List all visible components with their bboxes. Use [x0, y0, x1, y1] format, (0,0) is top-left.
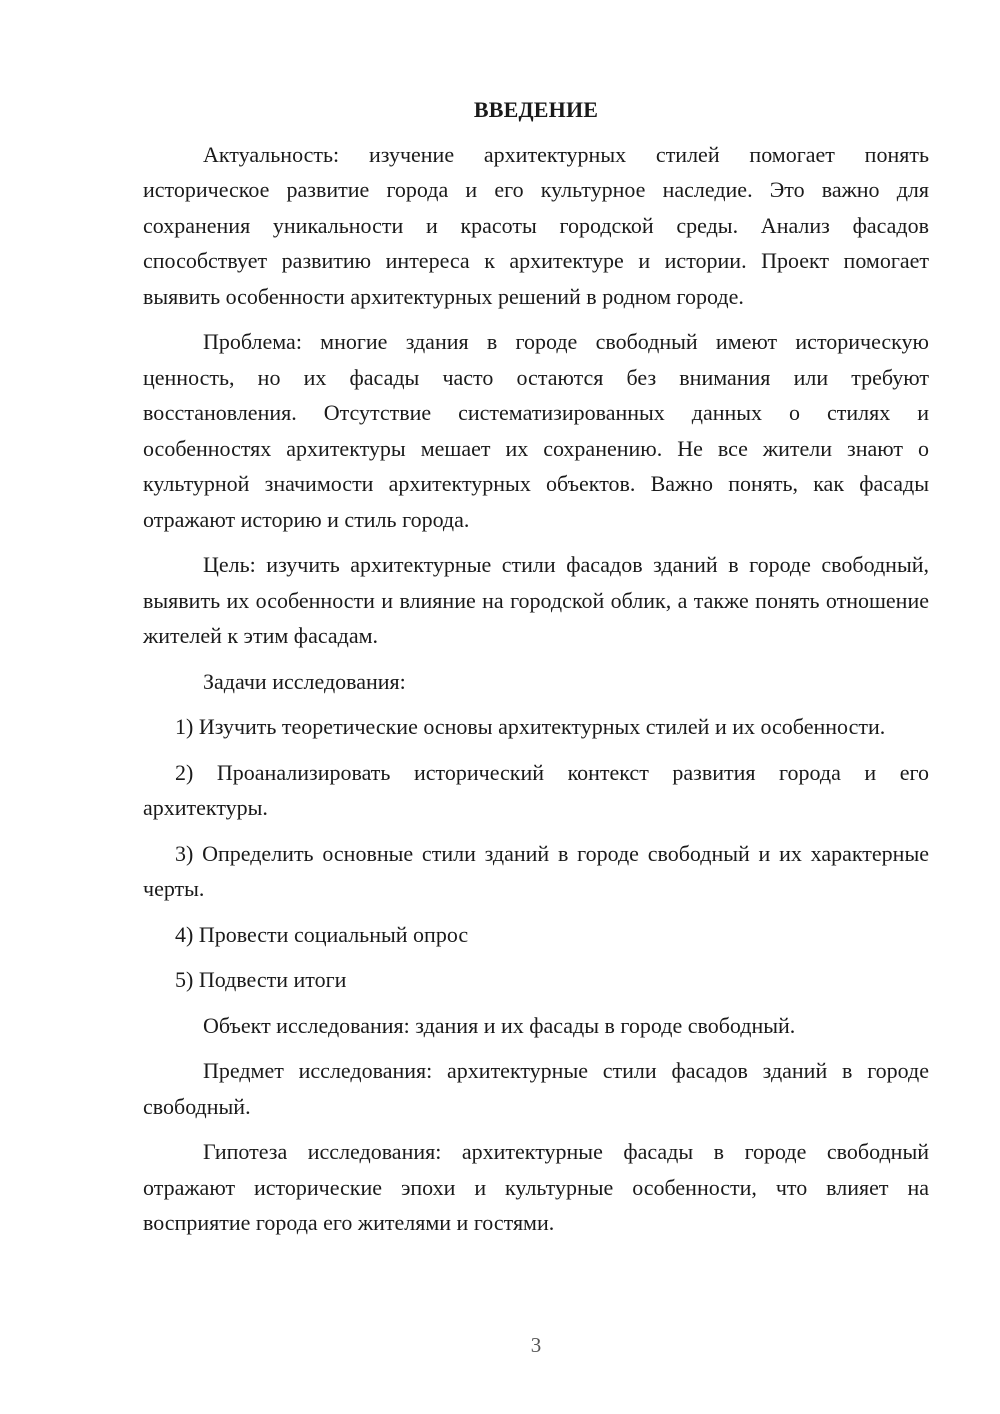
section-title: ВВЕДЕНИЕ — [473, 97, 599, 122]
task-item-4: 4) Провести социальный опрос — [175, 921, 469, 947]
task-item-1: 1) Изучить теоретические основы архитектурных стилей и их особенности. — [175, 714, 886, 739]
page-number: 3 — [530, 1333, 542, 1357]
object-paragraph: Объект исследования: здания и их фасады в городе свободный. — [203, 1012, 796, 1038]
tasks-heading: Задачи исследования: — [203, 668, 406, 694]
subject-paragraph: Предмет исследования: архитектурные стили фасадов зданий в городе свободный. — [143, 1058, 929, 1119]
page-content — [143, 92, 929, 1251]
hypothesis-paragraph: Гипотеза исследования: архитектурные фасады в городе свободный отражают исторические эпохи и культурные особенности, что влияет на восприятие города его жителями и гостями. — [143, 1139, 929, 1235]
relevance-paragraph: Актуальность: изучение архитектурных стилей помогает понять историческое развитие города и его культурное наследие. Это важно для сохранения уникальности и красоты городской среды. Анализ фасадов способствует развитию интереса к архитектуре и истории. Проект помогает выявить особенности архитектурных решений в родном городе. — [143, 141, 929, 309]
task-item-3: 3) Определить основные стили зданий в городе свободный и их характерные черты. — [143, 840, 929, 901]
task-item-2: 2) Проанализировать исторический контекст развития города и его архитектуры. — [143, 759, 929, 820]
task-item-5: 5) Подвести итоги — [175, 967, 347, 992]
goal-paragraph: Цель: изучить архитектурные стили фасадов зданий в городе свободный, выявить их особенности и влияние на городской облик, а также понять отношение жителей к этим фасадам. — [143, 552, 929, 648]
problem-paragraph: Проблема: многие здания в городе свободный имеют историческую ценность, но их фасады часто остаются без внимания или требуют восстановления. Отсутствие систематизированных данных о стилях и особенностях архитектуры мешает их сохранению. Не все жители знают о культурной значимости архитектурных объектов. Важно понять, как фасады отражают историю и стиль города. — [143, 329, 929, 532]
